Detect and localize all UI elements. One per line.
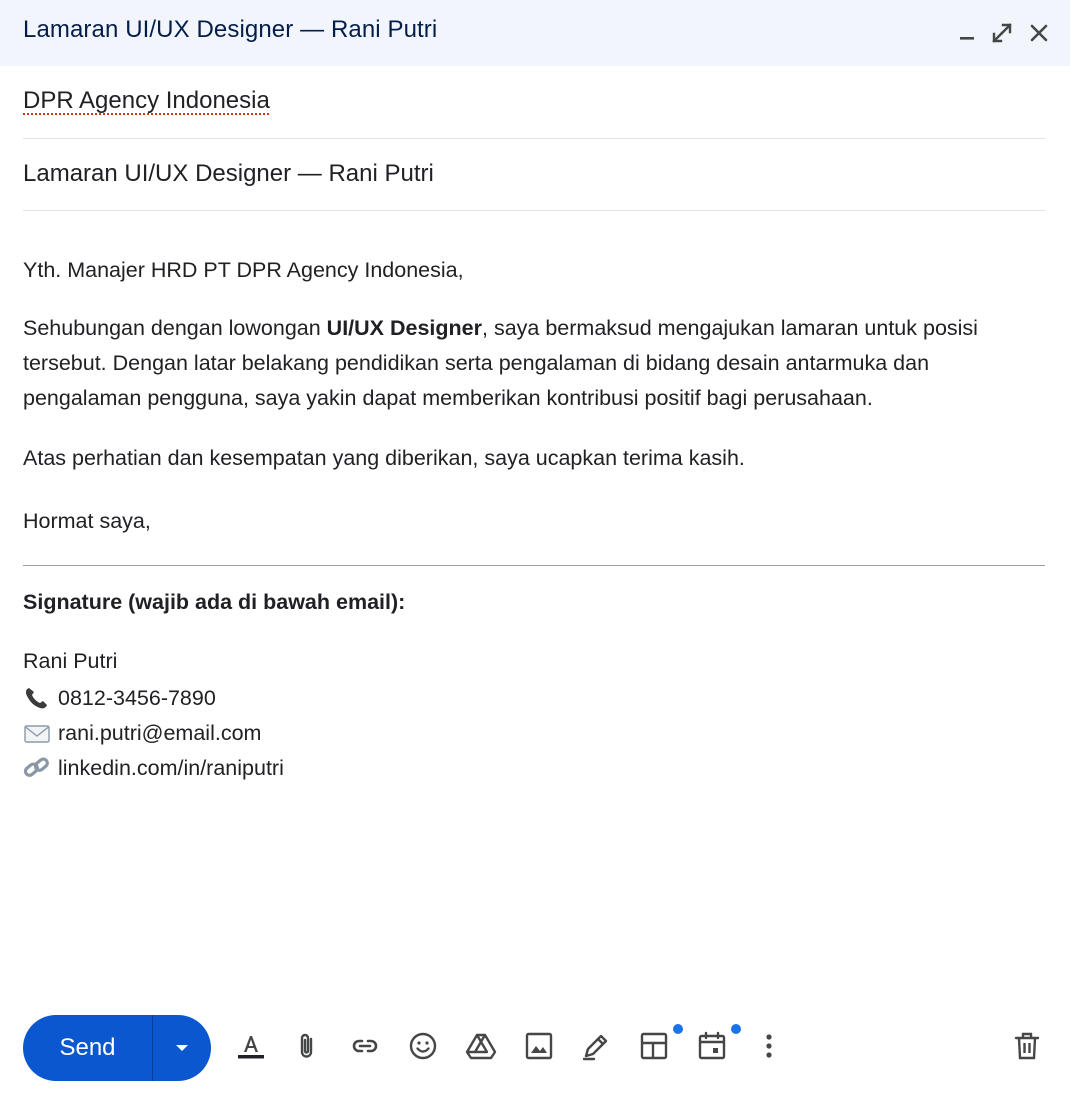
signature-phone [23,685,216,711]
paragraph-text-start: Sehubungan dengan lowongan [23,316,327,340]
link-icon[interactable] [349,1030,381,1064]
popout-icon[interactable] [989,20,1015,46]
signature-linkedin [23,755,284,781]
chevron-down-icon [172,1038,192,1058]
subject-text: Lamaran UI/UX Designer — Rani Putri [23,160,434,187]
to-field[interactable] [23,66,1045,139]
closing-text: Hormat saya, [23,509,151,533]
signature-email [23,720,261,746]
signature-heading: Signature (wajib ada di bawah email): [23,590,406,614]
greeting-text: Yth. Manajer HRD PT DPR Agency Indonesia, [23,258,464,282]
send-options-dropdown[interactable] [153,1015,211,1081]
linkedin-url: linkedin.com/in/raniputri [58,755,284,780]
attach-icon[interactable] [291,1030,323,1064]
envelope-icon [23,720,51,746]
layout-icon[interactable] [638,1030,670,1064]
recipient-text: DPR Agency Indonesia [23,87,270,114]
trash-icon[interactable] [1011,1030,1043,1064]
photo-icon[interactable] [523,1030,555,1064]
compose-header [0,0,1070,66]
paragraph-text-end: , saya bermaksud mengajukan lamaran untuk posisi tersebut. Dengan latar belakang pendidikan serta pengalaman di bidang desain antarmuka dan pengalaman pengguna, saya yakin dapat memberikan kontribusi positif bagi perusahaan. [23,316,978,410]
compose-title: Lamaran UI/UX Designer — Rani Putri [23,16,438,43]
minimize-icon[interactable] [954,20,980,46]
phone-number: 0812-3456-7890 [58,685,216,710]
phone-icon [23,685,51,711]
emoji-icon[interactable] [407,1030,439,1064]
subject-field[interactable] [23,138,1045,211]
main-paragraph [23,311,1045,416]
thanks-text: Atas perhatian dan kesempatan yang diberikan, saya ucapkan terima kasih. [23,446,745,470]
schedule-icon[interactable] [696,1030,728,1064]
link-chain-icon [23,755,51,781]
signature-name: Rani Putri [23,649,118,673]
send-button[interactable] [23,1015,211,1081]
signature-divider [23,565,1045,566]
schedule-notification-dot [731,1024,741,1034]
send-label[interactable]: Send [59,1034,116,1061]
layout-notification-dot [673,1024,683,1034]
text-format-icon[interactable] [235,1030,267,1064]
drive-icon[interactable] [465,1030,497,1064]
position-name: UI/UX Designer [326,316,482,340]
close-icon[interactable] [1026,20,1052,46]
more-options-icon[interactable] [753,1030,785,1064]
signature-pen-icon[interactable] [580,1030,612,1064]
email-address: rani.putri@email.com [58,720,262,745]
